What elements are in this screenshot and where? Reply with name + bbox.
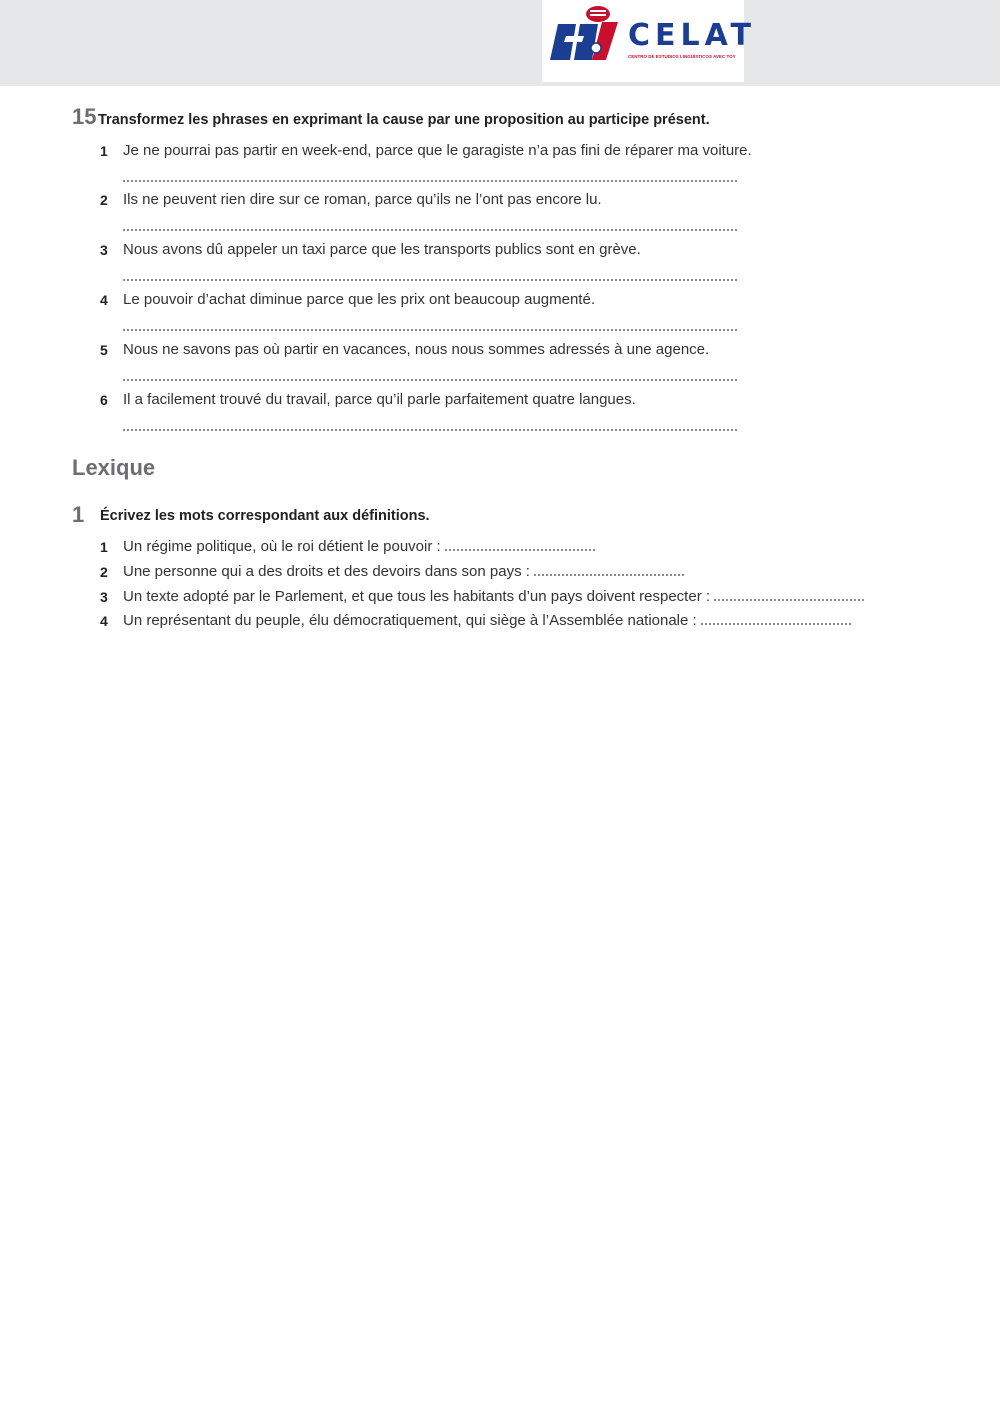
definition-text-row bbox=[123, 563, 684, 580]
exercise-instruction: Transformez les phrases en exprimant la cause par une proposition au participe présent. bbox=[98, 112, 710, 128]
item-number: 5 bbox=[100, 342, 108, 358]
answer-line[interactable] bbox=[714, 599, 864, 601]
item-number: 1 bbox=[100, 143, 108, 159]
item-number: 4 bbox=[100, 292, 108, 308]
answer-line[interactable] bbox=[123, 229, 737, 231]
answer-line[interactable] bbox=[701, 623, 851, 625]
answer-line[interactable] bbox=[123, 329, 737, 331]
exercise-number: 1 bbox=[72, 502, 85, 527]
item-number: 2 bbox=[100, 192, 108, 208]
header-band bbox=[0, 0, 1000, 86]
item-text: Nous avons dû appeler un taxi parce que les transports publics sont en grève. bbox=[123, 241, 641, 258]
item-text: Je ne pourrai pas partir en week-end, parce que le garagiste n’a pas fini de réparer ma voiture. bbox=[123, 142, 752, 159]
item-text: Il a facilement trouvé du travail, parce qu’il parle parfaitement quatre langues. bbox=[123, 391, 636, 408]
definition-text-row bbox=[123, 612, 851, 629]
item-number: 1 bbox=[100, 539, 108, 555]
answer-line[interactable] bbox=[123, 180, 737, 182]
item-number: 2 bbox=[100, 564, 108, 580]
exercise-number: 15 bbox=[72, 104, 97, 129]
item-number: 3 bbox=[100, 242, 108, 258]
answer-line[interactable] bbox=[534, 574, 684, 576]
item-number: 6 bbox=[100, 392, 108, 408]
item-text: Ils ne peuvent rien dire sur ce roman, parce qu’ils ne l’ont pas encore lu. bbox=[123, 191, 602, 208]
item-number: 4 bbox=[100, 613, 108, 629]
answer-line[interactable] bbox=[123, 279, 737, 281]
definition-text: Un représentant du peuple, élu démocratiquement, qui siège à l’Assemblée nationale : bbox=[123, 612, 697, 629]
definition-text: Un texte adopté par le Parlement, et que tous les habitants d’un pays doivent respecter : bbox=[123, 588, 711, 605]
section-title: Lexique bbox=[72, 455, 156, 480]
answer-line[interactable] bbox=[445, 549, 595, 551]
definition-text: Une personne qui a des droits et des devoirs dans son pays : bbox=[123, 563, 530, 580]
definition-text-row bbox=[123, 538, 595, 555]
definition-text-row bbox=[123, 588, 864, 605]
item-text: Le pouvoir d’achat diminue parce que les prix ont beaucoup augmenté. bbox=[123, 291, 595, 308]
definition-text: Un régime politique, où le roi détient le pouvoir : bbox=[123, 538, 441, 555]
item-text: Nous ne savons pas où partir en vacances, nous nous sommes adressés à une agence. bbox=[123, 341, 710, 358]
answer-line[interactable] bbox=[123, 379, 737, 381]
item-number: 3 bbox=[100, 589, 108, 605]
logo-subtitle: CENTRO DE ESTUDIOS LINGÜÍSTICOS AVEC TOY bbox=[628, 54, 736, 59]
celat-logo bbox=[542, 0, 756, 82]
logo-wordmark: CELAT bbox=[628, 18, 756, 53]
answer-line[interactable] bbox=[123, 429, 737, 431]
exercise-instruction: Écrivez les mots correspondant aux définitions. bbox=[100, 508, 430, 524]
celat-emblem-icon bbox=[546, 2, 626, 68]
